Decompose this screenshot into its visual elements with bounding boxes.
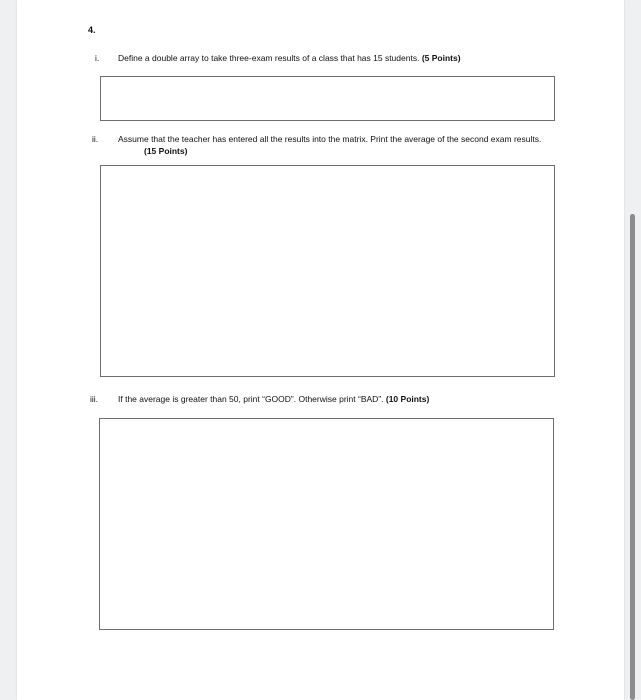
part-i-question: Define a double array to take three-exam results of a class that has 15 students. bbox=[118, 53, 420, 63]
part-ii-numeral: ii. bbox=[92, 134, 99, 144]
vertical-scrollbar[interactable] bbox=[630, 214, 635, 700]
part-iii-numeral: iii. bbox=[90, 394, 99, 404]
part-ii-points: (15 Points) bbox=[144, 146, 188, 156]
answer-box-part-ii[interactable] bbox=[100, 165, 555, 377]
part-i-points: (5 Points) bbox=[421, 53, 461, 63]
part-ii-question: Assume that the teacher has entered all the results into the matrix. Print the average of the second exam results. bbox=[118, 134, 542, 144]
answer-box-part-iii[interactable] bbox=[99, 418, 554, 630]
part-iii-points: (10 Points) bbox=[385, 394, 430, 404]
part-ii-text bbox=[118, 133, 558, 157]
part-i-text bbox=[118, 52, 558, 64]
question-number: 4. bbox=[88, 25, 96, 35]
part-i-numeral: i. bbox=[95, 53, 100, 63]
part-iii-text bbox=[118, 393, 558, 405]
part-iii-question: If the average is greater than 50, print “GOOD”. Otherwise print “BAD”. bbox=[118, 394, 384, 404]
answer-box-part-i[interactable] bbox=[100, 76, 555, 121]
